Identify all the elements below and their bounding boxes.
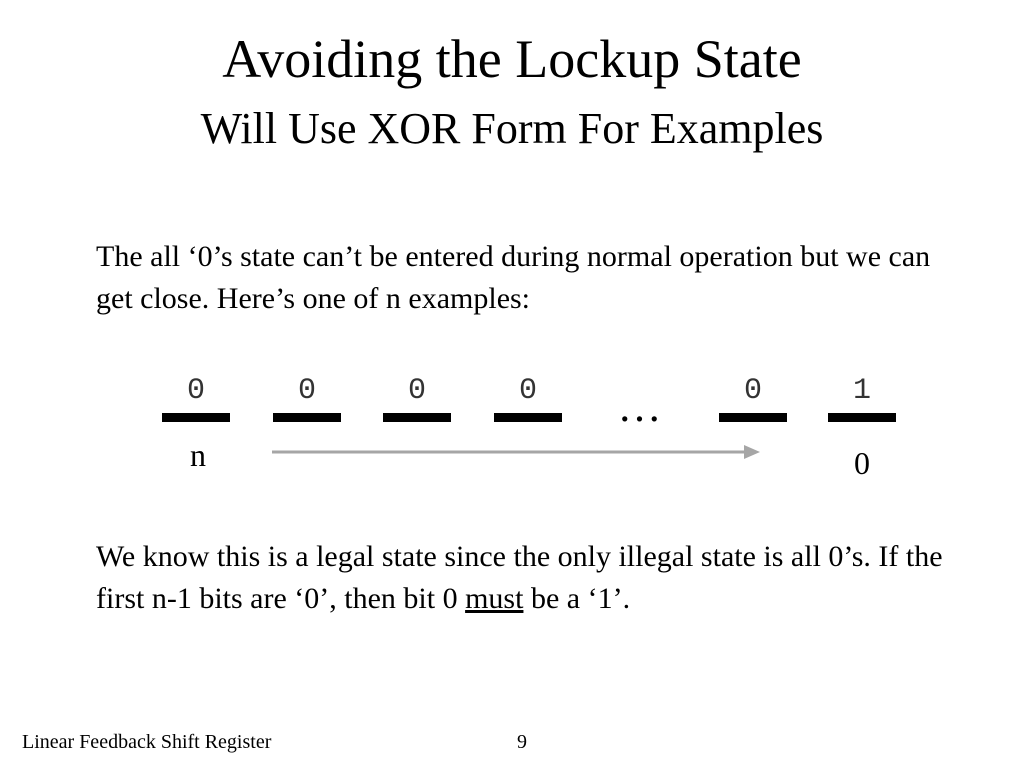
explanation-text: We know this is a legal state since the only illegal state is all 0’s. If the first n-1 bits are ‘0’, then bit 0 xyxy=(96,540,943,615)
intro-paragraph: The all ‘0’s state can’t be entered during normal operation but we can get close. Here’s one of n examples: xyxy=(96,240,931,315)
register-bit-value: 0 xyxy=(518,374,537,408)
register-cell xyxy=(494,413,562,422)
register-cell xyxy=(828,413,896,422)
register-bit-value: 1 xyxy=(852,374,871,408)
msb-label: n xyxy=(190,437,206,473)
register-cell xyxy=(719,413,787,422)
slide-title: Avoiding the Lockup State xyxy=(222,29,802,89)
register-cell xyxy=(162,413,230,422)
register-bit-value: 0 xyxy=(297,374,316,408)
register-ellipsis: … xyxy=(617,382,663,431)
emphasis-must: must xyxy=(465,582,524,615)
explanation-text-end: be a ‘1’. xyxy=(523,582,631,615)
register-bit-value: 0 xyxy=(186,374,205,408)
page-number: 9 xyxy=(517,731,527,753)
lsb-label: 0 xyxy=(854,445,870,481)
register-bit-value: 0 xyxy=(407,374,426,408)
slide-subtitle: Will Use XOR Form For Examples xyxy=(200,104,824,153)
footer-title: Linear Feedback Shift Register xyxy=(22,731,272,753)
explanation-paragraph xyxy=(96,536,966,620)
register-cell xyxy=(383,413,451,422)
shift-direction-arrow-icon xyxy=(270,440,770,464)
register-cell xyxy=(273,413,341,422)
register-bit-value: 0 xyxy=(743,374,762,408)
